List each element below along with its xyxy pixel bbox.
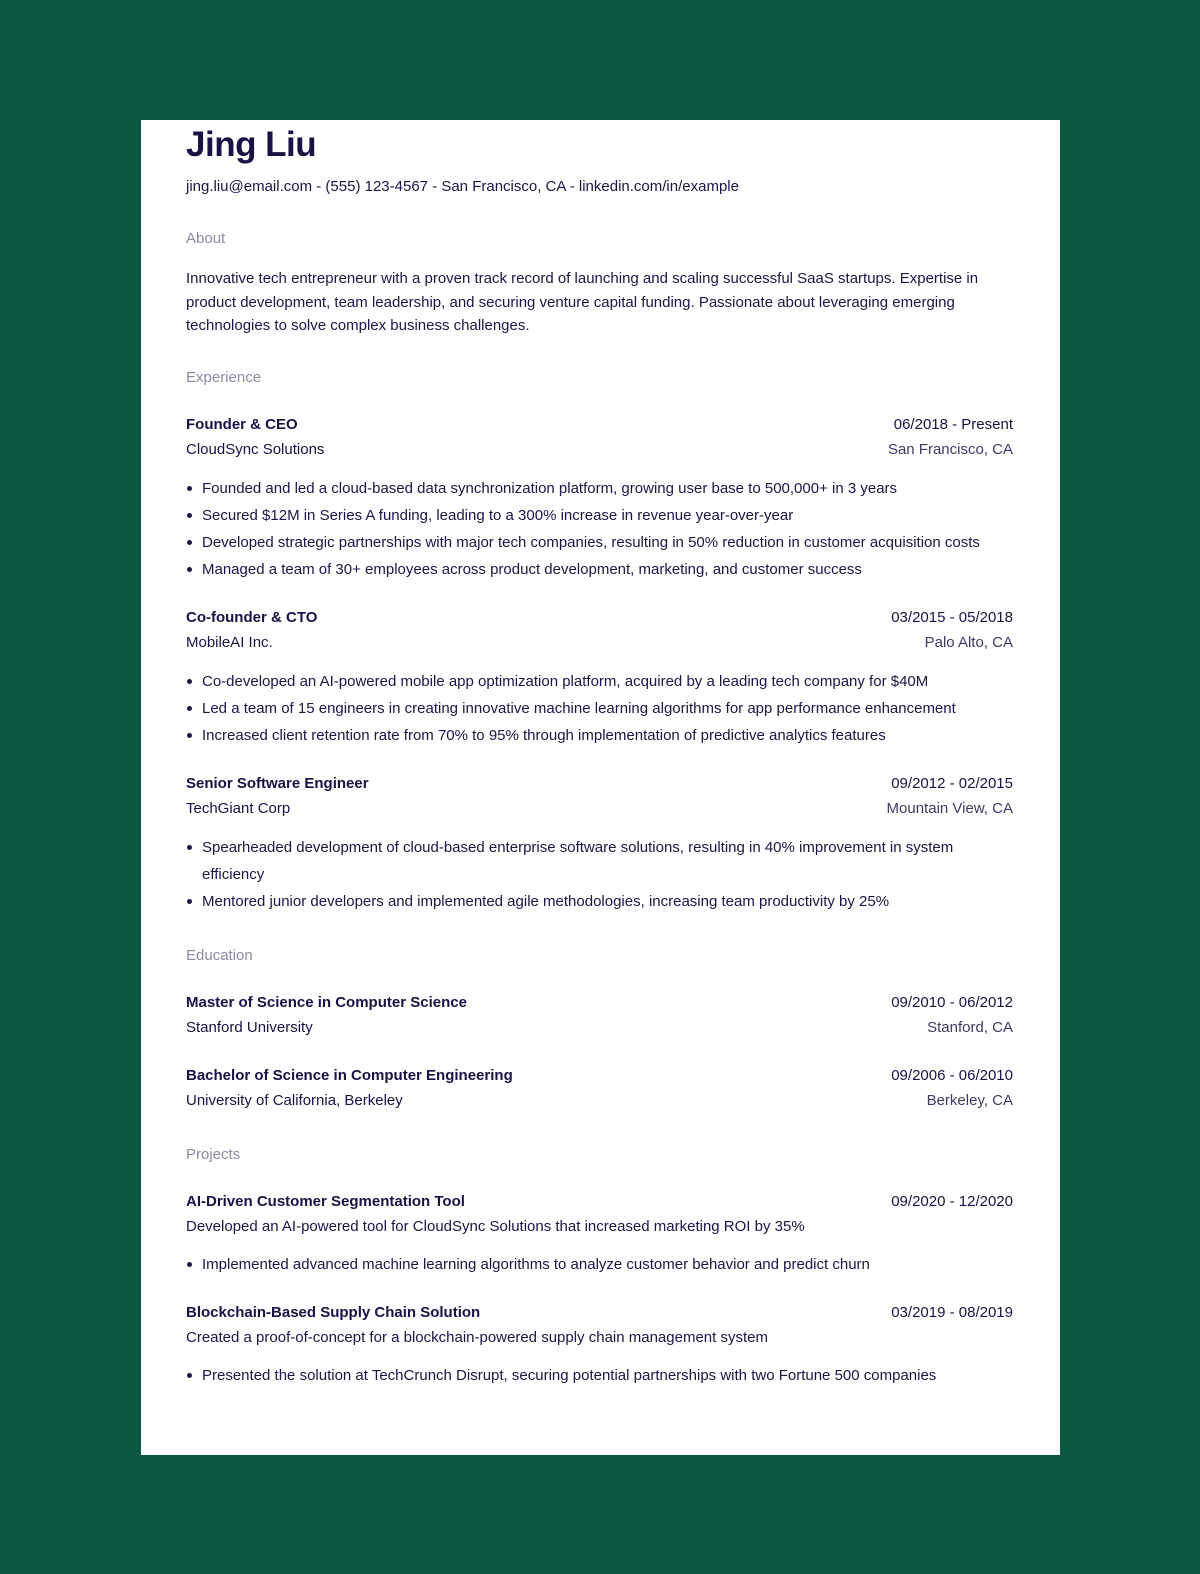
- project-description: Created a proof-of-concept for a blockchain-powered supply chain management system: [186, 1328, 768, 1346]
- section-title-experience: Experience: [186, 368, 262, 386]
- entry-subheader-row: [186, 1015, 1013, 1040]
- contact-line: jing.liu@email.com - (555) 123-4567 - San Francisco, CA - linkedin.com/in/example: [186, 178, 739, 195]
- section-title-projects: Projects: [186, 1145, 241, 1163]
- bullet-item: Founded and led a cloud-based data synchronization platform, growing user base to 500,000+ in 3 years: [186, 475, 1013, 502]
- job-bullets: [186, 668, 1013, 749]
- job-bullets: [186, 475, 1013, 583]
- project-name: AI-Driven Customer Segmentation Tool: [186, 1192, 465, 1210]
- job-location: San Francisco, CA: [887, 440, 1013, 458]
- project-dates: 03/2019 - 08/2019: [891, 1303, 1013, 1321]
- experience-entry: [186, 412, 1013, 583]
- bullet-item: Mentored junior developers and implemented agile methodologies, increasing team productivity by 25%: [186, 888, 1013, 915]
- entry-header-row: [186, 990, 1013, 1015]
- job-company: TechGiant Corp: [186, 799, 291, 817]
- bullet-item: Implemented advanced machine learning algorithms to analyze customer behavior and predict churn: [186, 1251, 1013, 1278]
- bullet-item: Secured $12M in Series A funding, leading to a 300% increase in revenue year-over-year: [186, 502, 1013, 529]
- job-company: MobileAI Inc.: [186, 633, 273, 651]
- section-title-education: Education: [186, 946, 253, 964]
- job-role: Founder & CEO: [186, 415, 298, 433]
- section-title-about: About: [186, 230, 226, 247]
- education-dates: 09/2006 - 06/2010: [891, 1066, 1013, 1084]
- education-entry: [186, 990, 1013, 1040]
- bullet-item: Managed a team of 30+ employees across product development, marketing, and customer success: [186, 556, 1013, 583]
- project-dates: 09/2020 - 12/2020: [891, 1192, 1013, 1210]
- bullet-item: Presented the solution at TechCrunch Disrupt, securing potential partnerships with two Fortune 500 companies: [186, 1362, 1013, 1389]
- job-dates: 03/2015 - 05/2018: [891, 608, 1013, 626]
- entry-header-row: [186, 771, 1013, 796]
- degree: Master of Science in Computer Science: [186, 993, 467, 1011]
- entry-subheader-row: [186, 1088, 1013, 1113]
- entry-subheader-row: [186, 437, 1013, 462]
- entry-subheader-row: [186, 796, 1013, 821]
- education-dates: 09/2010 - 06/2012: [891, 993, 1013, 1011]
- job-role: Co-founder & CTO: [186, 608, 318, 626]
- entry-header-row: [186, 1300, 1013, 1325]
- resume-name: Jing Liu: [186, 125, 317, 164]
- experience-entry: [186, 605, 1013, 749]
- school: Stanford University: [186, 1018, 313, 1036]
- experience-entry: [186, 771, 1013, 915]
- about-text: Innovative tech entrepreneur with a proven track record of launching and scaling successful SaaS startups. Expertise in product development, team leadership, and securing venture capital funding. Passionate about leveraging emerging technologies to solve complex business challenges.: [186, 270, 979, 334]
- resume-page: [141, 120, 1060, 1455]
- project-name: Blockchain-Based Supply Chain Solution: [186, 1303, 481, 1321]
- education-entry: [186, 1063, 1013, 1113]
- project-entry: [186, 1189, 1013, 1278]
- job-dates: 06/2018 - Present: [893, 415, 1013, 433]
- entry-subheader-row: [186, 630, 1013, 655]
- job-location: Palo Alto, CA: [924, 633, 1013, 651]
- degree: Bachelor of Science in Computer Engineering: [186, 1066, 513, 1084]
- school-location: Stanford, CA: [927, 1018, 1013, 1036]
- project-entry: [186, 1300, 1013, 1389]
- bullet-item: Increased client retention rate from 70% to 95% through implementation of predictive analytics features: [186, 722, 1013, 749]
- entry-header-row: [186, 1189, 1013, 1214]
- bullet-item: Led a team of 15 engineers in creating innovative machine learning algorithms for app performance enhancement: [186, 695, 1013, 722]
- project-bullets: [186, 1362, 1013, 1389]
- project-bullets: [186, 1251, 1013, 1278]
- entry-header-row: [186, 1063, 1013, 1088]
- school-location: Berkeley, CA: [926, 1091, 1013, 1109]
- school: University of California, Berkeley: [186, 1091, 403, 1109]
- bullet-item: Developed strategic partnerships with major tech companies, resulting in 50% reduction in customer acquisition costs: [186, 529, 1013, 556]
- job-role: Senior Software Engineer: [186, 774, 369, 792]
- bullet-item: Co-developed an AI-powered mobile app optimization platform, acquired by a leading tech company for $40M: [186, 668, 1013, 695]
- job-location: Mountain View, CA: [886, 799, 1013, 817]
- resume-content: [186, 120, 1013, 1389]
- project-description: Developed an AI-powered tool for CloudSync Solutions that increased marketing ROI by 35%: [186, 1217, 805, 1235]
- job-company: CloudSync Solutions: [186, 440, 325, 458]
- bullet-item: Spearheaded development of cloud-based enterprise software solutions, resulting in 40% improvement in system efficiency: [186, 834, 1013, 888]
- job-bullets: [186, 834, 1013, 915]
- job-dates: 09/2012 - 02/2015: [891, 774, 1013, 792]
- entry-header-row: [186, 605, 1013, 630]
- entry-header-row: [186, 412, 1013, 437]
